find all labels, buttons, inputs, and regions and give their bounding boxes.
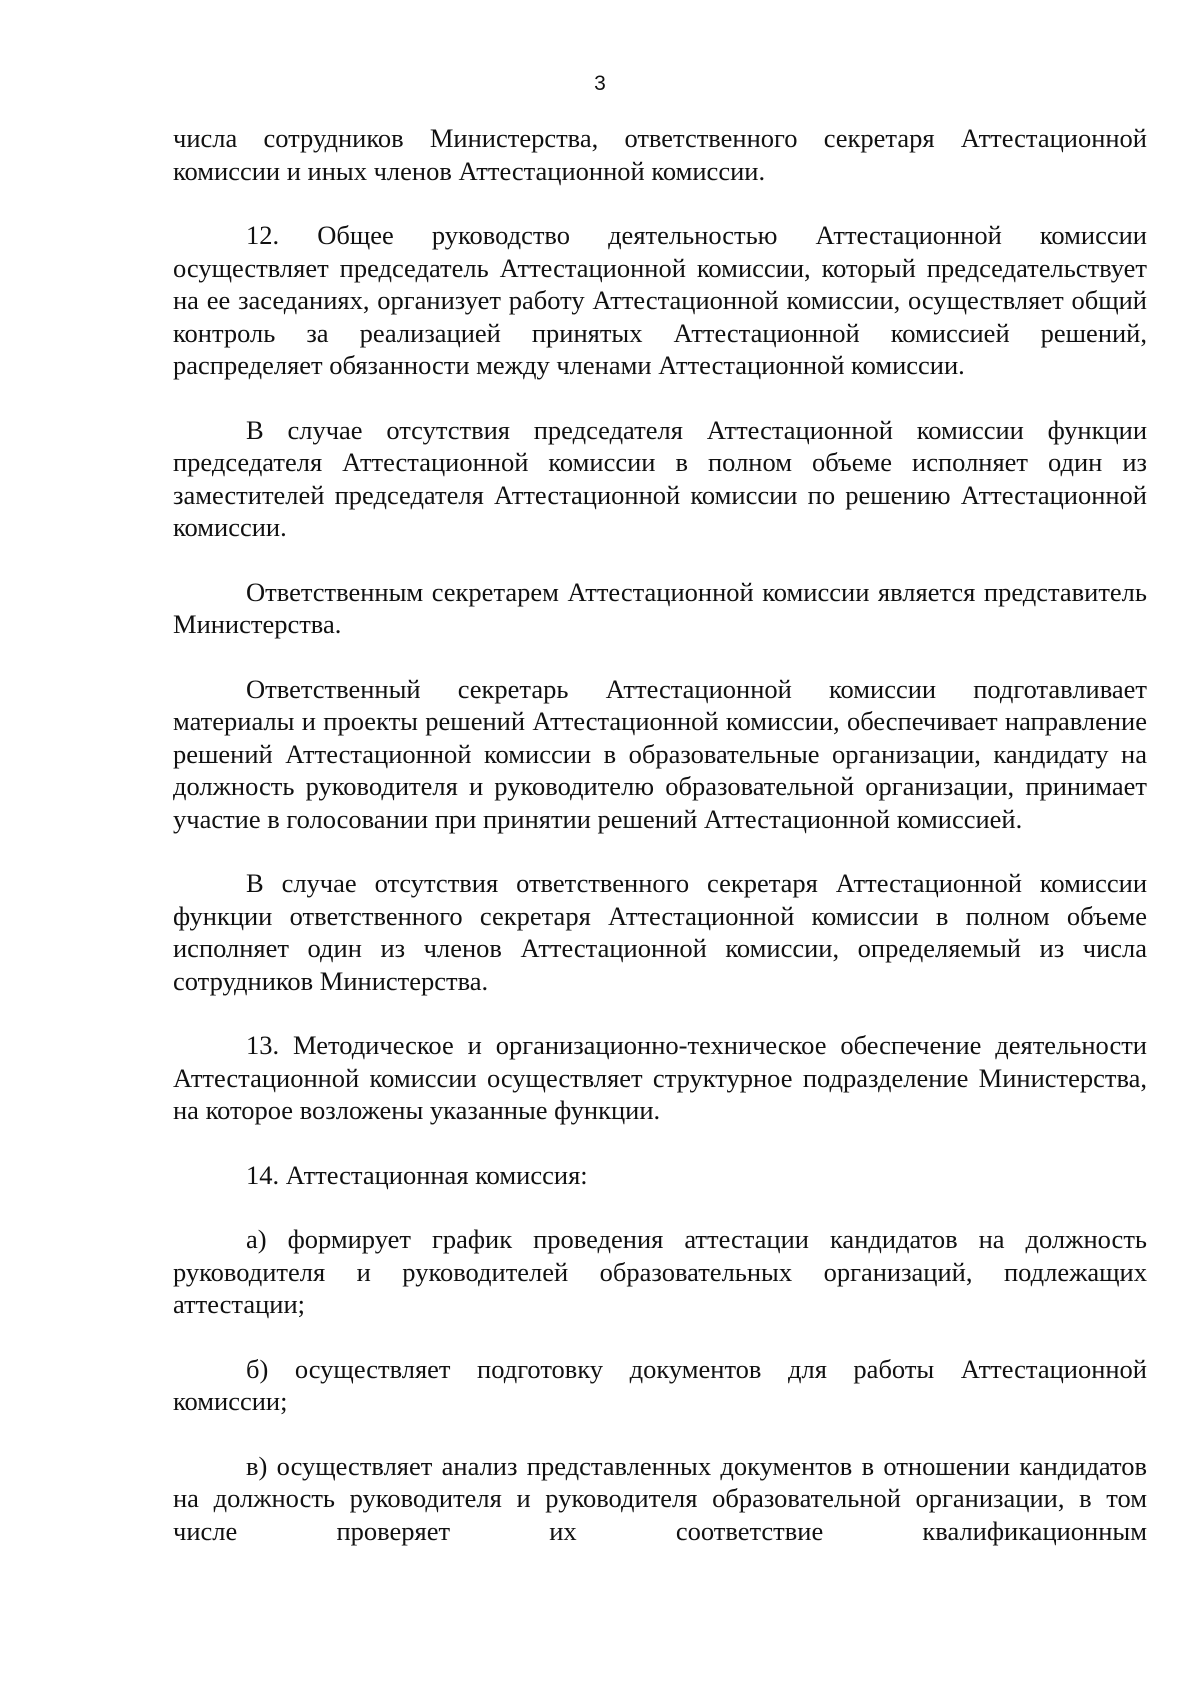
paragraph-secretary: Ответственным секретарем Аттестационной комиссии является представитель Министерства.: [173, 576, 1147, 639]
paragraph-secretary-absence: В случае отсутствия ответственного секретаря Аттестационной комиссии функции ответственного секретаря Аттестационной комиссии в полном объеме исполняет один из членов Аттестационной комиссии, определяемый из числа сотрудников Министерства.: [173, 868, 1147, 996]
document-body: [173, 122, 1147, 1579]
paragraph-secretary-duties: Ответственный секретарь Аттестационной комиссии подготавливает материалы и проекты решений Аттестационной комиссии, обеспечивает направление решений Аттестационной комиссии в образовательные организации, кандидату на должность руководителя и руководителю образовательной организации, принимает участие в голосовании при принятии решений Аттестационной комиссией.: [173, 673, 1147, 834]
paragraph-clause-14: 14. Аттестационная комиссия:: [246, 1159, 588, 1190]
paragraph-item-a: а) формирует график проведения аттестации кандидатов на должность руководителя и руководителей образовательных организаций, подлежащих аттестации;: [173, 1224, 1147, 1319]
paragraph-continuation: числа сотрудников Министерства, ответственного секретаря Аттестационной комиссии и иных членов Аттестационной комиссии.: [173, 123, 1147, 186]
paragraph-item-b: б) осуществляет подготовку документов для работы Аттестационной комиссии;: [173, 1353, 1147, 1416]
paragraph-clause-13: 13. Методическое и организационно-техническое обеспечение деятельности Аттестационной комиссии осуществляет структурное подразделение Министерства, на которое возложены указанные функции.: [173, 1030, 1147, 1125]
paragraph-chairman-absence: В случае отсутствия председателя Аттестационной комиссии функции председателя Аттестационной комиссии в полном объеме исполняет один из заместителей председателя Аттестационной комиссии по решению Аттестационной комиссии.: [173, 414, 1147, 542]
page-number: 3: [594, 72, 606, 95]
paragraph-clause-12: 12. Общее руководство деятельностью Аттестационной комиссии осуществляет председатель Аттестационной комиссии, который председательствует на ее заседаниях, организует работу Аттестационной комиссии, осуществляет общий контроль за реализацией принятых Аттестационной комиссией решений, распределяет обязанности между членами Аттестационной комиссии.: [173, 220, 1147, 380]
paragraph-item-v: в) осуществляет анализ представленных документов в отношении кандидатов на должность руководителя и руководителя образовательной организации, в том числе проверяет их соответствие квалификационным: [173, 1450, 1147, 1546]
